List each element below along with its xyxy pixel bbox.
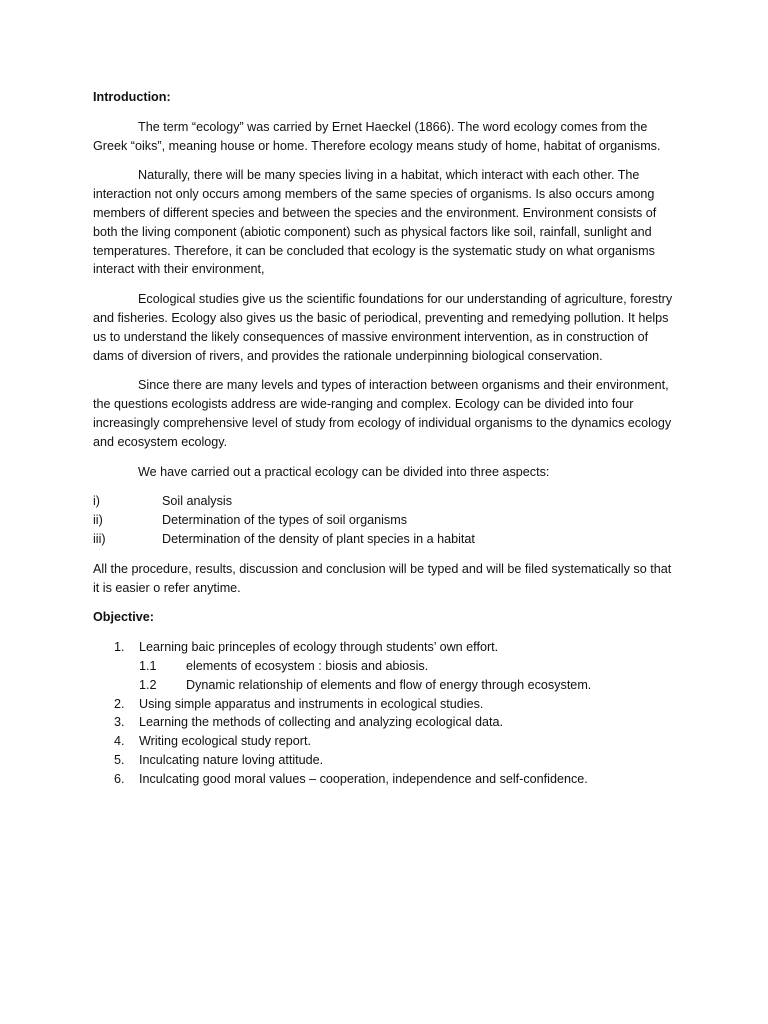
list-item	[93, 511, 676, 530]
objective-sublist	[139, 657, 676, 695]
objectives-list	[93, 638, 676, 788]
list-item	[139, 676, 676, 695]
list-item	[93, 713, 676, 732]
intro-paragraph-2: Naturally, there will be many species living in a habitat, which interact with each other. The interaction not only occurs among members of the same species of organisms. Is also occurs among members of different species and between the species and the environment. Environment consists of both the living component (abiotic component) such as physical factors like soil, rainfall, sunlight and temperatures. Therefore, it can be concluded that ecology is the systematic study on what organisms interact with their environment,	[93, 168, 657, 277]
list-item	[93, 751, 676, 770]
list-item-number: 1.2	[139, 677, 157, 692]
aspects-list	[93, 492, 676, 548]
list-item	[93, 530, 676, 549]
list-item-text: Inculcating good moral values – cooperation, independence and self-confidence.	[139, 771, 588, 786]
list-item	[93, 492, 676, 511]
list-item-number: 1.1	[139, 658, 157, 673]
intro-paragraph-4: Since there are many levels and types of interaction between organisms and their environment, the questions ecologists address are wide-ranging and complex. Ecology can be divided into four increasingly comprehensive level of study from ecology of individual organisms to the dynamics ecology and ecosystem ecology.	[93, 378, 672, 449]
list-item-number: 6.	[114, 771, 125, 786]
list-item-number: 2.	[114, 696, 125, 711]
list-item-number: iii)	[93, 531, 106, 546]
list-item	[93, 732, 676, 751]
intro-paragraph-1: The term “ecology” was carried by Ernet Haeckel (1866). The word ecology comes from the Greek “oiks”, meaning house or home. Therefore ecology means study of home, habitat of organisms.	[93, 119, 661, 153]
list-item-number: 4.	[114, 734, 125, 749]
list-item-text: Determination of the types of soil organisms	[162, 513, 407, 528]
list-item-text: Determination of the density of plant species in a habitat	[162, 531, 475, 546]
list-item-number: 3.	[114, 715, 125, 730]
list-item-number: 5.	[114, 752, 125, 767]
list-item-text: Soil analysis	[162, 494, 232, 509]
list-item-text: Dynamic relationship of elements and flow of energy through ecosystem.	[186, 677, 592, 692]
list-item	[93, 695, 676, 714]
list-item-text: Learning baic princeples of ecology through students’ own effort.	[139, 640, 499, 655]
document-body	[93, 88, 676, 789]
list-item-text: Learning the methods of collecting and analyzing ecological data.	[139, 715, 504, 730]
list-item	[93, 770, 676, 789]
intro-closing-paragraph: All the procedure, results, discussion and conclusion will be typed and will be filed systematically so that it is easier o refer anytime.	[93, 561, 672, 595]
introduction-heading: Introduction:	[93, 90, 171, 104]
objective-heading: Objective:	[93, 610, 154, 625]
list-item	[93, 638, 676, 694]
list-item-text: Writing ecological study report.	[139, 734, 311, 749]
list-item-text: elements of ecosystem : biosis and abiosis.	[186, 658, 429, 673]
intro-paragraph-3: Ecological studies give us the scientific foundations for our understanding of agriculture, forestry and fisheries. Ecology also gives us the basic of periodical, preventing and remedying pollution. It helps us to understand the likely consequences of massive environment intervention, as in construction of dams of diversion of rivers, and provides the rationale underpinning biological conservation.	[93, 292, 673, 363]
list-item-number: i)	[93, 494, 100, 509]
list-item	[139, 657, 676, 676]
list-item-text: Inculcating nature loving attitude.	[139, 752, 324, 767]
list-item-number: ii)	[93, 513, 103, 528]
list-item-text: Using simple apparatus and instruments in ecological studies.	[139, 696, 484, 711]
intro-paragraph-5: We have carried out a practical ecology can be divided into three aspects:	[138, 464, 550, 479]
list-item-number: 1.	[114, 640, 125, 655]
